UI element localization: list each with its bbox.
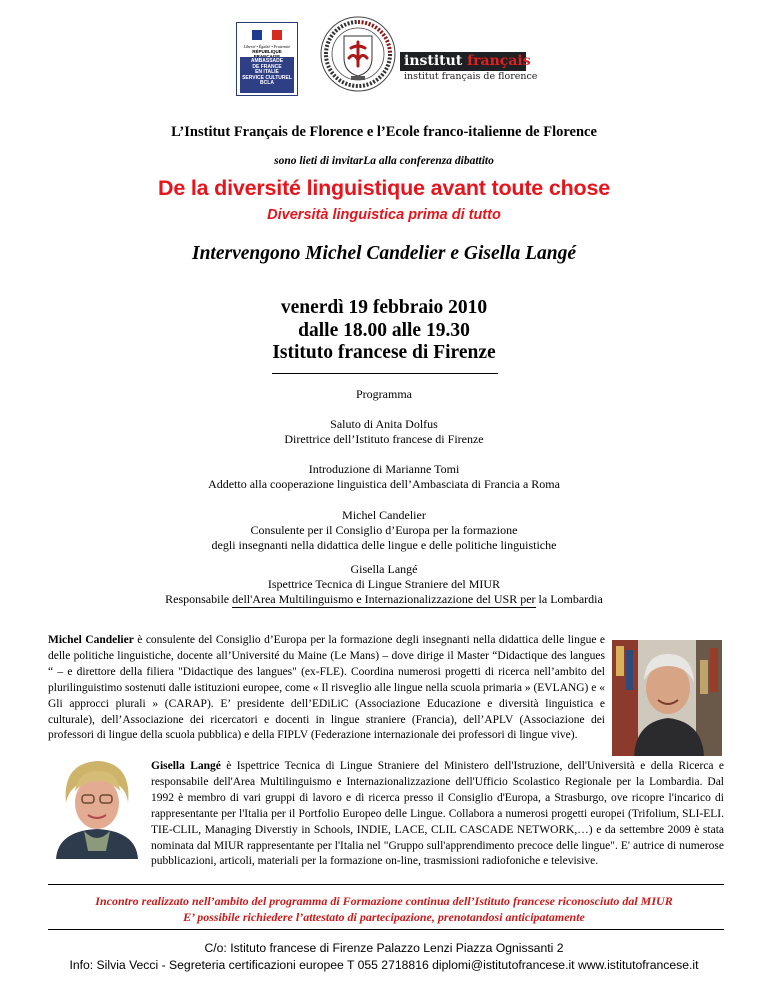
programme-line: Responsabile dell'Area Multilinguismo e Internazionalizzazione del USR per la Lombardia	[165, 592, 603, 606]
lange-photo	[48, 751, 146, 859]
footer-contact: Info: Silvia Vecci - Segreteria certificazioni europee T 055 2718816 diplomi@istitutofrancese.it www.istitutofrancese.it	[69, 957, 699, 972]
footer-note: Incontro realizzato nell’ambito del programma di Formazione continua dell’Istituto francese riconosciuto dal MIUR	[95, 894, 673, 908]
programme-line: Saluto di Anita Dolfus	[330, 417, 438, 431]
programme-item	[0, 508, 768, 553]
programme-line: Consulente per il Consiglio d’Europa per la formazione	[250, 523, 518, 537]
divider	[232, 607, 536, 608]
footer-info-block	[0, 940, 768, 973]
ambassade-line: AMBASSADE	[250, 58, 284, 64]
programme-item	[0, 562, 768, 607]
programme-heading: Programma	[356, 387, 412, 401]
bio-name: Michel Candelier	[48, 634, 134, 646]
ambassade-line: DE FRANCE	[252, 63, 282, 70]
ambassade-label-block	[240, 57, 294, 93]
institut-subtitle: institut français de florence	[404, 71, 538, 82]
bio-candelier	[48, 633, 605, 744]
bio-name: Gisella Langé	[151, 760, 221, 772]
divider	[48, 929, 724, 930]
bio-lange	[151, 759, 724, 870]
francais-word: français	[467, 53, 531, 69]
programme-line: Direttrice dell’Istituto francese di Firenze	[284, 432, 484, 446]
event-time: dalle 18.00 alle 19.30	[298, 319, 470, 341]
divider	[48, 884, 724, 885]
programme-item	[0, 417, 768, 447]
bio-text: è Ispettrice Tecnica di Lingue Straniere del Ministero dell'Istruzione, dell'Università e della Ricerca e responsabile dell'Area Multilinguismo e Internazionalizzazione dell'Ufficio Scolastico Regionale per la Lombardia. Dal 1992 è membro di vari gruppi di lavoro e di ricerca presso il Consiglio d'Europa, a Strasburgo, ove ricopre l'incarico di rappresentante per l'Italia per il Portfolio Europeo delle Lingue. Collabora a numerosi progetti europei (Trifolium, SLI-ELI. TIE-CLIL, Managing Diverstiy in Schools, INDIE, LACE, CLIL CASCADE NETWORK,…) e da settembre 2009 è stata nominata dal MIUR rappresentante per l'Italia nel "Gruppo sull'apprendimento precoce delle lingue". E' autrice di numerose pubblicazioni, articoli, materiali per la formazione on-line, trasmissioni radiofoniche e televisive.	[151, 760, 725, 868]
footer-note-block	[0, 893, 768, 925]
programme-line: Gisella Langé	[350, 562, 418, 576]
speakers-line: Intervengono Michel Candelier e Gisella Langé	[191, 243, 577, 264]
invitation-line: sono lieti di invitarLa alla conferenza dibattito	[274, 155, 494, 167]
ambassade-motto: Liberté • Égalité • Fraternité	[243, 44, 291, 49]
event-title-it: Diversità linguistica prima di tutto	[267, 207, 501, 223]
event-datetime-block	[0, 297, 768, 365]
event-date: venerdì 19 febbraio 2010	[280, 297, 488, 318]
event-place: Istituto francese di Firenze	[272, 342, 496, 363]
event-title-fr: De la diversité linguistique avant toute chose	[158, 176, 610, 200]
ecole-franco-italienne-seal-icon	[318, 14, 398, 94]
ambassade-line: BCLA	[260, 80, 274, 87]
programme-line: Michel Candelier	[342, 508, 426, 522]
divider	[272, 373, 498, 374]
programme-line: degli insegnanti nella didattica delle lingue e delle politiche linguistiche	[211, 538, 557, 552]
ambassade-logo	[236, 22, 298, 96]
institut-francais-logo	[400, 52, 538, 82]
institut-word: institut	[404, 53, 463, 69]
programme-line: Introduzione di Marianne Tomi	[308, 462, 460, 476]
programme-line: Addetto alla cooperazione linguistica dell’Ambasciata di Francia a Roma	[208, 477, 560, 491]
marianne-flag-icon	[240, 26, 294, 44]
organizers-line: L’Institut Français de Florence e l’Ecole franco-italienne de Florence	[171, 124, 597, 140]
programme-item	[0, 462, 768, 492]
footer-address: C/o: Istituto francese di Firenze Palazzo Lenzi Piazza Ognissanti 2	[204, 941, 564, 955]
bio-text: è consulente del Consiglio d’Europa per la formazione degli insegnanti nella didattica delle lingue e delle politiche linguistiche, docente all’Université du Maine (Le Mans) – dove dirige il Master “Didactique des langues “ – e direttore della filiera "Didactique des langues" (ex-FLE). Coordina numerosi progetti di ricerca nell’ambito del plurilinguistimo sostenuti dalle istituzioni europee, come « Il risveglio alle lingue nella scuola primaria » (EVLANG) e « Gli approcci plurali » (CARAP). E’ presidente dell’EDiLiC (Associazione Educazione e diversità linguistica e culturale), dell’Associazione dei ricercatori e docenti in lingue straniere (Francia), dell’APLV (Associazione dei professori di lingue della scuola pubblica) e della FIPLV (Federazione internazionale dei professori di lingue vive).	[48, 634, 605, 742]
programme-line: Ispettrice Tecnica di Lingue Straniere del MIUR	[267, 577, 501, 591]
ambassade-line: SERVICE CULTUREL	[242, 74, 292, 81]
ambassade-republique: RÉPUBLIQUE	[252, 49, 282, 54]
candelier-photo	[612, 640, 722, 756]
ambassade-line: EN ITALIE	[255, 69, 279, 76]
footer-note: E’ possibile richiedere l’attestato di partecipazione, prenotandosi anticipatamente	[183, 910, 585, 924]
